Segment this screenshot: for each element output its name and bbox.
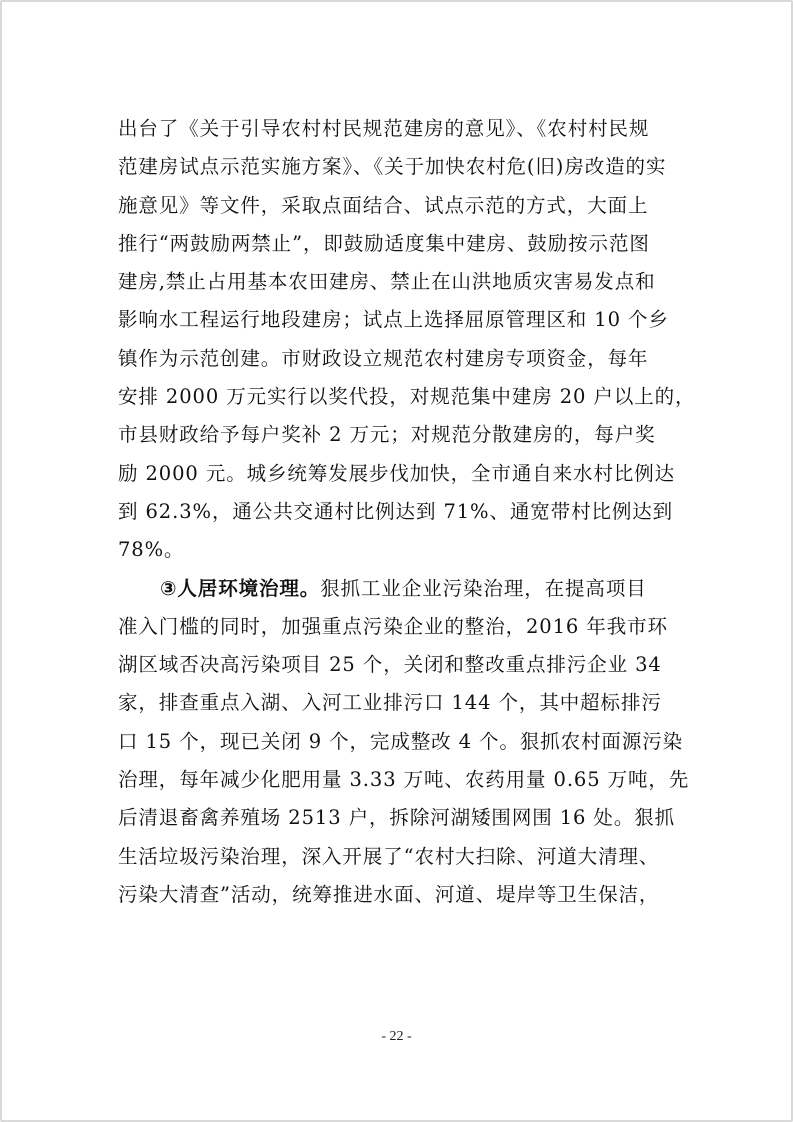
text-line: 安排 2000 万元实行以奖代投，对规范集中建房 20 户以上的， xyxy=(118,385,696,409)
text-line: 治理，每年减少化肥用量 3.33 万吨、农药用量 0.65 万吨，先 xyxy=(118,768,690,792)
document-body xyxy=(118,110,696,914)
section-first-line xyxy=(118,570,678,608)
section-first-line-text: 狠抓工业企业污染治理，在提高项目 xyxy=(320,576,647,600)
page-number: - 22 - xyxy=(381,1029,412,1044)
text-line: 后清退畜禽养殖场 2513 户，拆除河湖矮围网围 16 处。狠抓 xyxy=(118,806,676,830)
text-line: 生活垃圾污染治理，深入开展了“农村大扫除、河道大清理、 xyxy=(118,844,660,868)
text-line: 口 15 个，现已关闭 9 个，完成整改 4 个。狠抓农村面源污染 xyxy=(118,729,684,753)
text-line: 到 62.3%，通公共交通村比例达到 71%、通宽带村比例达到 xyxy=(118,499,674,523)
text-line: 78%。 xyxy=(118,538,185,562)
text-line: 建房,禁止占用基本农田建房、禁止在山洪地质灾害易发点和 xyxy=(118,270,656,294)
text-line: 范建房试点示范实施方案》、《关于加快农村危(旧)房改造的实 xyxy=(118,155,667,179)
text-line: 出台了《关于引导农村村民规范建房的意见》、《农村村民规 xyxy=(118,117,650,140)
text-line: 镇作为示范创建。市财政设立规范农村建房专项资金，每年 xyxy=(118,346,649,370)
text-line: 家，排查重点入湖、入河工业排污口 144 个，其中超标排污 xyxy=(118,691,662,715)
text-line: 施意见》等文件，采取点面结合、试点示范的方式，大面上 xyxy=(118,193,649,217)
text-line: 准入门槛的同时，加强重点污染企业的整治，2016 年我市环 xyxy=(118,614,668,638)
text-line: 污染大清查”活动，统筹推进水面、河道、堤岸等卫生保洁， xyxy=(118,882,660,906)
section-heading: ③人居环境治理。 xyxy=(160,576,321,600)
text-line: 励 2000 元。城乡统筹发展步伐加快，全市通自来水村比例达 xyxy=(118,461,676,485)
text-line: 推行“两鼓励两禁止”，即鼓励适度集中建房、鼓励按示范图 xyxy=(118,231,650,255)
text-line: 湖区域否决高污染项目 25 个，关闭和整改重点排污企业 34 xyxy=(118,653,662,677)
text-line: 影响水工程运行地段建房；试点上选择屈原管理区和 10 个乡 xyxy=(118,308,669,332)
text-line: 市县财政给予每户奖补 2 万元；对规范分散建房的，每户奖 xyxy=(118,423,656,447)
